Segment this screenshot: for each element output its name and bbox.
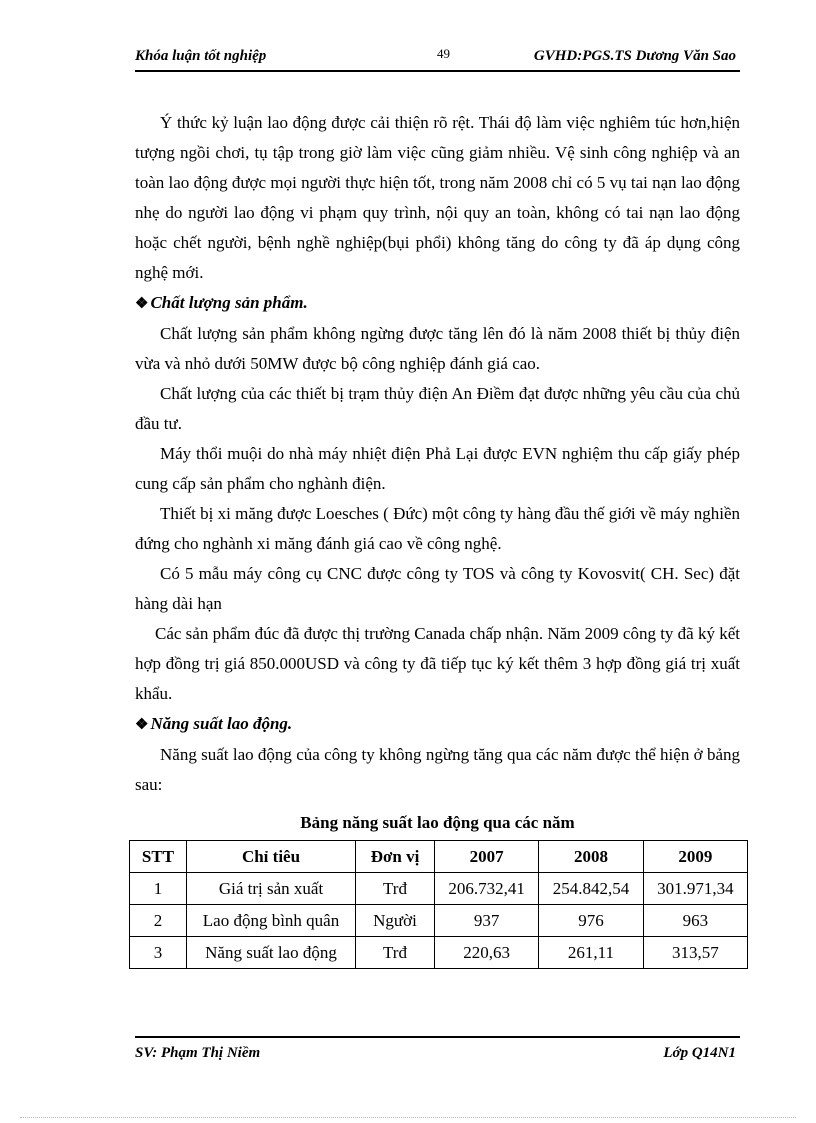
- heading-labor-productivity-text: Năng suất lao động.: [150, 714, 293, 733]
- cell-stt: 1: [130, 873, 187, 905]
- paragraph-cement-equipment: Thiết bị xi măng được Loesches ( Đức) một công ty hàng đầu thế giới về máy nghiền đứng cho nghành xi măng đánh giá cao về công nghệ.: [135, 504, 740, 553]
- paragraph-castings-export: Các sản phẩm đúc đã được thị trường Canada chấp nhận. Năm 2009 công ty đã ký kết hợp đồng trị giá 850.000USD và công ty đã tiếp tục ký kết thêm 3 hợp đồng giá trị xuất khẩu.: [135, 624, 740, 703]
- header-thesis-title: Khóa luận tốt nghiệp: [135, 48, 267, 64]
- col-header-2009: 2009: [643, 841, 747, 873]
- footer-student-name: SV: Phạm Thị Niềm: [135, 1045, 261, 1061]
- cell-2008: 254.842,54: [539, 873, 643, 905]
- table-row: [130, 905, 748, 937]
- col-header-unit: Đơn vị: [356, 841, 435, 873]
- paragraph-discipline: Ý thức kỷ luận lao động được cải thiện rõ rệt. Thái độ làm việc nghiêm túc hơn,hiện tượng ngồi chơi, tụ tập trong giờ làm việc cũng giảm nhiều. Vệ sinh công nghiệp và an toàn lao động được mọi người thực hiện tốt, trong năm 2008 chỉ có 5 vụ tai nạn lao động nhẹ do người lao động vi phạm quy trình, nội quy an toàn, không có tai nạn lao động hoặc chết người, bệnh nghề nghiệp(bụi phổi) không tăng do công ty đã áp dụng công nghệ mới.: [135, 113, 740, 282]
- heading-product-quality: [135, 288, 740, 319]
- cell-2007: 937: [435, 905, 539, 937]
- footer-class: Lớp Q14N1: [663, 1045, 736, 1061]
- productivity-table: [129, 840, 748, 969]
- cell-unit: Người: [356, 905, 435, 937]
- page-bottom-divider: [20, 1117, 796, 1118]
- col-header-stt: STT: [130, 841, 187, 873]
- diamond-bullet-icon: ❖: [135, 717, 149, 733]
- cell-2009: 963: [643, 905, 747, 937]
- page-body: [135, 108, 740, 969]
- cell-item: Giá trị sản xuất: [187, 873, 356, 905]
- table-title: Bảng năng suất lao động qua các năm: [300, 813, 575, 832]
- cell-2007: 220,63: [435, 937, 539, 969]
- page-header: [135, 44, 740, 72]
- page-number: 49: [437, 46, 450, 61]
- col-header-item: Chỉ tiêu: [187, 841, 356, 873]
- cell-2009: 313,57: [643, 937, 747, 969]
- table-row: [130, 873, 748, 905]
- paragraph-quality-andiem: Chất lượng của các thiết bị trạm thủy điện An Điềm đạt được những yêu cầu của chủ đầu tư.: [135, 384, 740, 433]
- heading-labor-productivity: [135, 709, 740, 740]
- col-header-2007: 2007: [435, 841, 539, 873]
- cell-stt: 2: [130, 905, 187, 937]
- cell-item: Lao động bình quân: [187, 905, 356, 937]
- col-header-2008: 2008: [539, 841, 643, 873]
- paragraph-productivity-intro: Năng suất lao động của công ty không ngừng tăng qua các năm được thể hiện ở bảng sau:: [135, 745, 740, 794]
- table-row: [130, 937, 748, 969]
- paragraph-soot-blower: Máy thổi muội do nhà máy nhiệt điện Phả Lại được EVN nghiệm thu cấp giấy phép cung cấp sản phẩm cho nghành điện.: [135, 444, 740, 493]
- cell-unit: Trđ: [356, 873, 435, 905]
- paragraph-quality-hydro: Chất lượng sản phẩm không ngừng được tăng lên đó là năm 2008 thiết bị thủy điện vừa và nhỏ dưới 50MW được bộ công nghiệp đánh giá cao.: [135, 324, 740, 373]
- page-footer: [135, 1036, 740, 1068]
- cell-2007: 206.732,41: [435, 873, 539, 905]
- cell-item: Năng suất lao động: [187, 937, 356, 969]
- paragraph-cnc-machines: Có 5 mẫu máy công cụ CNC được công ty TOS và công ty Kovosvit( CH. Sec) đặt hàng dài hạn: [135, 564, 740, 613]
- cell-2008: 261,11: [539, 937, 643, 969]
- cell-unit: Trđ: [356, 937, 435, 969]
- cell-stt: 3: [130, 937, 187, 969]
- cell-2008: 976: [539, 905, 643, 937]
- cell-2009: 301.971,34: [643, 873, 747, 905]
- table-header-row: [130, 841, 748, 873]
- diamond-bullet-icon: ❖: [135, 296, 149, 312]
- heading-product-quality-text: Chất lượng sản phẩm.: [150, 293, 308, 312]
- header-supervisor: GVHD:PGS.TS Dương Văn Sao: [533, 48, 736, 64]
